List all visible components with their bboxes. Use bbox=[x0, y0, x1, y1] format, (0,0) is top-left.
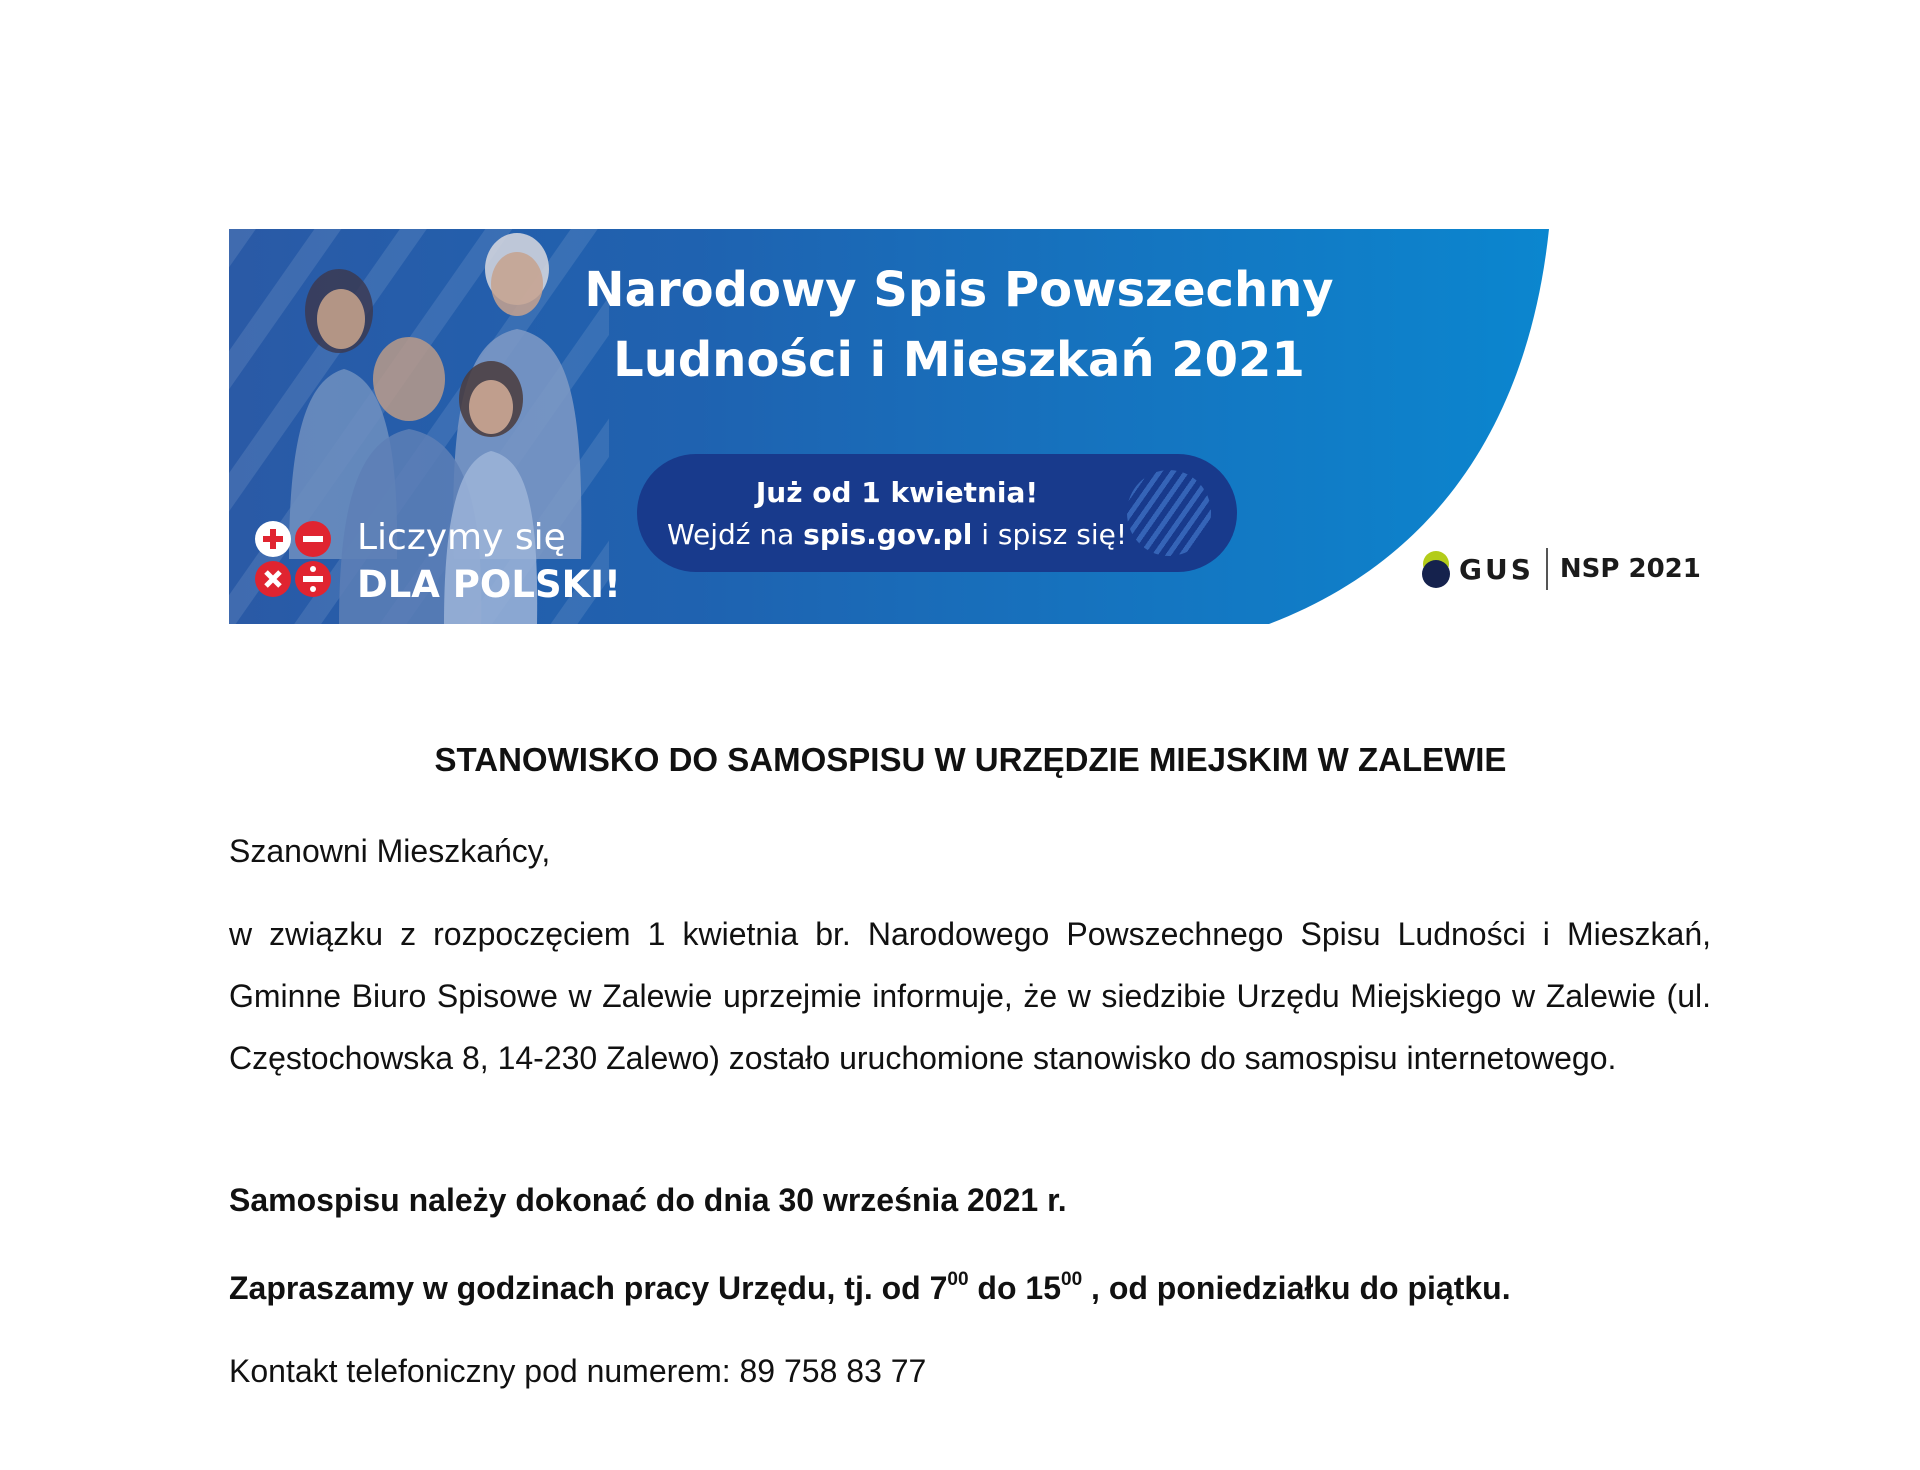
pill-line-2 bbox=[637, 514, 1157, 556]
slogan-line-2: DLA POLSKI! bbox=[357, 563, 621, 606]
banner-title-line-1: Narodowy Spis Powszechny bbox=[584, 262, 1334, 318]
logo-separator bbox=[1546, 548, 1548, 590]
greeting: Szanowni Mieszkańcy, bbox=[229, 833, 551, 869]
gus-emblem-icon bbox=[1419, 549, 1453, 589]
banner-title bbox=[559, 255, 1359, 395]
contact-phone: Kontakt telefoniczny pod numerem: 89 758 83 77 bbox=[229, 1353, 927, 1389]
banner-title-line-2: Ludności i Mieszkań 2021 bbox=[613, 332, 1305, 388]
hours-end-minutes: 00 bbox=[1061, 1269, 1083, 1291]
pill-link-text: spis.gov.pl bbox=[803, 518, 973, 551]
slogan bbox=[357, 515, 621, 609]
hours-suffix: , od poniedziałku do piątku. bbox=[1082, 1270, 1511, 1306]
nsp-label: NSP 2021 bbox=[1559, 554, 1701, 584]
pill-line-2-suffix: i spisz się! bbox=[981, 518, 1128, 551]
gus-logo bbox=[1419, 544, 1701, 594]
date-pill bbox=[637, 454, 1237, 572]
census-banner bbox=[229, 229, 1712, 624]
pill-line-2-prefix: Wejdź na bbox=[666, 518, 795, 551]
gus-name: GUS bbox=[1459, 552, 1534, 586]
math-operators-icon bbox=[253, 519, 333, 599]
body-paragraph: w związku z rozpoczęciem 1 kwietnia br. Narodowego Powszechnego Spisu Ludności i Mieszkań, Gminne Biuro Spisowe w Zalewie uprzejmie informuje, że w siedzibie Urzędu Miejskiego w Zalewie (ul. Częstochowska 8, 14-230 Zalewo) zostało uruchomione stanowisko do samospisu internetowego. bbox=[229, 916, 1711, 1076]
hours-start-minutes: 00 bbox=[947, 1269, 969, 1291]
deadline-notice: Samospisu należy dokonać do dnia 30 września 2021 r. bbox=[229, 1182, 1067, 1218]
hours-prefix: Zapraszamy w godzinach pracy Urzędu, tj. od 7 bbox=[229, 1270, 948, 1306]
hours-middle: do 15 bbox=[968, 1270, 1061, 1306]
pill-text bbox=[637, 472, 1157, 556]
slogan-line-1: Liczymy się bbox=[357, 517, 566, 558]
pill-line-1: Już od 1 kwietnia! bbox=[755, 476, 1039, 509]
office-hours bbox=[229, 1264, 1711, 1312]
document-heading: STANOWISKO DO SAMOSPISU W URZĘDZIE MIEJSKIM W ZALEWIE bbox=[434, 741, 1507, 778]
